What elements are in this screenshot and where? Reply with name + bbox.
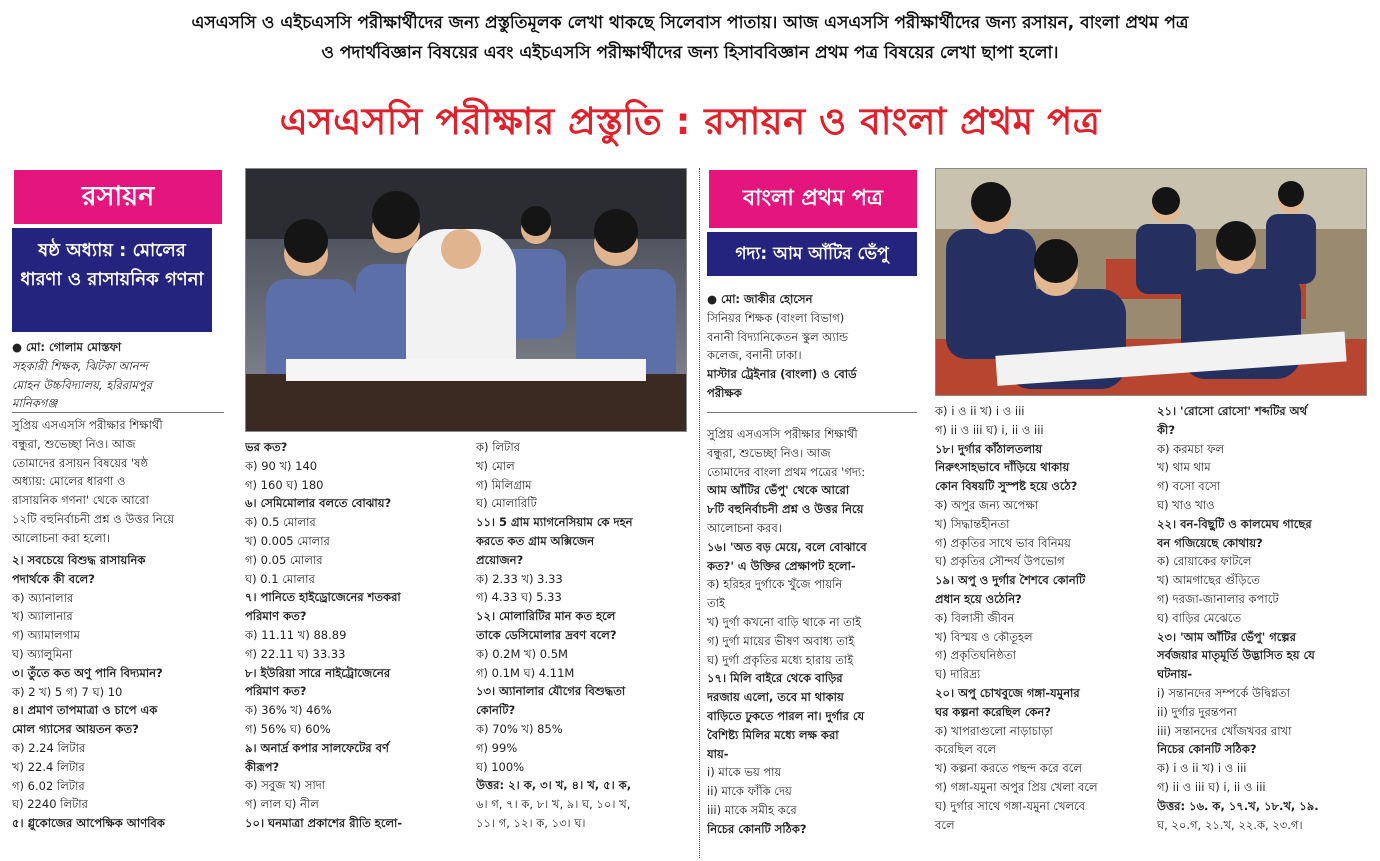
question-line: ক) খাপরাগুলো নাড়াচাড়া — [935, 723, 1053, 738]
column-separator — [699, 168, 700, 858]
question-line: ii) মাকে ফাঁকি দেয় — [707, 784, 792, 799]
bangla-subject-box: বাংলা প্রথম পত্র — [707, 168, 919, 230]
question-line: প্রধান হয়ে ওঠেনি? — [935, 591, 1022, 606]
author-info-line: কলেজ, বনানী ঢাকা। — [707, 348, 802, 363]
question-line: আলোচনা করব। — [707, 520, 782, 535]
question-line: ঘ) অ্যালুমিনা — [12, 646, 73, 661]
author-info-line: মানিকগঞ্জ — [12, 396, 58, 411]
question-line: নিরুৎসাহভাবে দাঁড়িয়ে থাকায় — [935, 460, 1070, 475]
question-line: ক) রোয়াকের ফাটলে — [1157, 554, 1252, 569]
question-line: গ) প্রকৃতির সাথে ভাব বিনিময় — [935, 535, 1071, 550]
chem-subject-box: রসায়ন — [12, 168, 224, 226]
question-line: গ) 99% — [476, 740, 518, 755]
question-line: তাই — [707, 596, 725, 611]
question-line: খ) থাম থাম — [1157, 460, 1211, 475]
question-line: উত্তর: ১৬. ক, ১৭.খ, ১৮.খ, ১৯. — [1157, 798, 1319, 813]
question-line: উত্তর: ২। ক, ৩। খ, ৪। খ, ৫। ক, — [476, 778, 632, 793]
question-line: প্রয়োজন? — [476, 552, 524, 567]
question-line: মোল গ্যাসের আয়তন কত? — [12, 722, 139, 737]
exam-hall-illustration-1 — [246, 169, 686, 431]
question-line: গ) গঙ্গা-যমুনা অপুর প্রিয় খেলা বলে — [935, 779, 1098, 794]
intro-line: রাসায়নিক গণনা' থেকে আরো — [12, 493, 149, 508]
question-line: ক) 2.24 লিটার — [12, 740, 86, 755]
question-line: কত?' এ উক্তির প্রেক্ষাপট হলো- — [707, 558, 856, 573]
question-line: ৫। গ্লুকোজের আপেক্ষিক আণবিক — [12, 816, 165, 831]
question-line: ক) 0.2M খ) 0.5M — [476, 646, 568, 661]
question-line: বলে — [935, 817, 955, 832]
question-line: গ) মিলিগ্রাম — [476, 477, 532, 492]
exam-hall-illustration-2 — [936, 169, 1366, 395]
question-line: গ) 6.02 লিটার — [12, 778, 85, 793]
question-line: গ) 0.1M ঘ) 4.11M — [476, 665, 575, 680]
bangla-trainer-info — [707, 365, 919, 403]
question-line: i) সন্তানদের সম্পর্কে উদ্বিগ্নতা — [1157, 685, 1290, 700]
intro-line: সুপ্রিয় এসএসসি পরীক্ষার শিক্ষার্থী — [12, 418, 163, 432]
question-line: ৪। প্রমাণ তাপমাত্রা ও চাপে এক — [12, 703, 158, 718]
question-line: পদার্থকে কী বলে? — [12, 571, 95, 586]
question-line: ১১। 5 গ্রাম ম্যাগনেসিয়াম কে দহন — [476, 515, 633, 530]
question-line: পরিমাণ কত? — [245, 609, 307, 624]
question-line: ক) 11.11 খ) 88.89 — [245, 627, 347, 642]
question-line: ২। সবচেয়ে বিশুদ্ধ রাসায়নিক — [12, 553, 146, 567]
question-line: ১৭। মিলি বাইরে থেকে বাড়ির — [707, 671, 843, 686]
intro-line: অধ্যায়: মোলের ধারণা ও — [12, 474, 126, 489]
question-line: ৬। গ, ৭। ক, ৮। খ, ৯। ঘ, ১০। খ, — [476, 797, 631, 812]
trainer-line: পরীক্ষক — [707, 385, 742, 400]
question-line: ঘ) 100% — [476, 759, 525, 774]
question-line: গ) 160 ঘ) 180 — [245, 477, 324, 492]
question-line: বন গজিয়েছে কোথায়? — [1157, 535, 1263, 550]
intro-line: তোমাদের রসায়ন বিষয়ের 'ষষ্ঠ — [12, 455, 148, 470]
question-line: ২৩। 'আম আঁটির ভেঁপু' গল্পের — [1157, 629, 1296, 644]
question-line: গ) বসো বসো — [1157, 479, 1221, 494]
question-line: ক) 0.5 মোলার — [245, 515, 316, 530]
question-line: খ) দুর্গা কখনো বাড়ি থাকে না তাই — [707, 614, 862, 629]
bangla-author-name: ● মো: জাকীর হোসেন — [707, 292, 813, 306]
question-line: গ) 4.33 ঘ) 5.33 — [476, 590, 562, 605]
bangla-author-block — [707, 290, 919, 403]
bangla-column-1 — [707, 425, 921, 839]
divider — [12, 412, 224, 413]
question-line: খ) 0.005 মোলার — [245, 533, 330, 548]
question-line: ঘ) দুর্গার সাথে গঙ্গা-যমুনা খেলবে — [935, 798, 1086, 813]
question-line: ৬। সেমিমোলার বলতে বোঝায়? — [245, 496, 392, 511]
question-line: খ) কল্পনা করতে পছন্দ করে বলে — [935, 761, 1082, 776]
question-line: কোন বিষয়টি সুস্পষ্ট হয়ে ওঠে? — [935, 479, 1078, 494]
question-line: ক) 90 খ) 140 — [245, 458, 318, 473]
question-line: কোনটি? — [476, 703, 516, 718]
question-line: গ) দরজা-জানালার কপাটে — [1157, 591, 1279, 606]
question-line: ঘ, ২০.গ, ২১.খ, ২২.ক, ২৩.গ। — [1157, 817, 1303, 832]
question-line: ক) সবুজ খ) সাদা — [245, 778, 326, 793]
question-line: ঘ) প্রকৃতির সৌন্দর্য উপভোগ — [935, 554, 1065, 569]
question-line: খ) 22.4 লিটার — [12, 759, 85, 774]
question-line: করেছিল বলে — [935, 742, 997, 757]
question-line: গ) লাল ঘ) নীল — [245, 797, 319, 812]
question-line: ৮। ইউরিয়া সারে নাইট্রোজেনের — [245, 665, 391, 680]
question-line: নিচের কোনটি সঠিক? — [1157, 742, 1257, 757]
chem-author-info — [12, 357, 224, 413]
question-line: ১৩। অ্যানালার যৌগের বিশুদ্ধতা — [476, 684, 626, 699]
author-info-line: সিনিয়র শিক্ষক (বাংলা বিভাগ) — [707, 310, 845, 325]
question-line: খ) মোল — [476, 458, 515, 473]
question-line: ১৮। দুর্গার কাঁঠালতলায় — [935, 441, 1043, 456]
question-line: সুপ্রিয় এসএসসি পরীক্ষার শিক্ষার্থী — [707, 427, 858, 441]
question-line: তোমাদের বাংলা প্রথম পত্রের 'গদ্য: — [707, 464, 866, 479]
question-line: ক) i ও ii খ) i ও iii — [1157, 761, 1247, 776]
question-line: ক) 2.33 খ) 3.33 — [476, 571, 563, 586]
question-line: ১০। ঘনমাত্রা প্রকাশের রীতি হলো- — [245, 815, 403, 830]
question-line: বাড়িতে ঢুকতে পারল না। দুর্গার যে — [707, 708, 865, 723]
bangla-column-2 — [935, 402, 1151, 834]
question-line: ক) লিটার — [476, 440, 520, 454]
exam-hall-photo-1 — [245, 168, 687, 432]
chem-column-3 — [476, 438, 690, 833]
question-line: দরজায় এলো, তবে মা থাকায় — [707, 690, 844, 705]
question-line: ক) 70% খ) 85% — [476, 721, 563, 736]
intro-line-2: ও পদার্থবিজ্ঞান বিষয়ের এবং এইচএসসি পরীক্ষার্থীদের জন্য হিসাববিজ্ঞান প্রথম পত্র বিষয়ের লেখা ছাপা হলো। — [321, 43, 1059, 63]
question-line: করতে কত গ্রাম অক্সিজেন — [476, 533, 595, 548]
question-line: ক) 2 খ) 5 গ) 7 ঘ) 10 — [12, 684, 123, 699]
question-line: পরিমাণ কত? — [245, 684, 307, 699]
question-line: বন্ধুরা, শুভেচ্ছা নিও। আজ — [707, 445, 831, 460]
question-line: গ) প্রকৃতিঘনিষ্ঠতা — [935, 648, 1016, 663]
intro-line: ১২টি বহুনির্বাচনী প্রশ্ন ও উত্তর নিয়ে — [12, 511, 175, 526]
bangla-column-3 — [1157, 402, 1369, 834]
question-line: ক) অ্যানালার — [12, 590, 74, 605]
intro-line: আলোচনা করা হলো। — [12, 530, 111, 545]
chem-column-2 — [245, 438, 467, 833]
question-line: খ) বিস্ময় ও কৌতূহল — [935, 629, 1033, 644]
question-line: ঘটনায়- — [1157, 667, 1193, 682]
question-line: গ) দুর্গা মায়ের ভীষণ অবাধ্য তাই — [707, 633, 855, 648]
question-line: ii) দুর্গার দুরন্তপনা — [1157, 704, 1237, 719]
question-line: বৈশিষ্ট্য মিলির মধ্যে লক্ষ করা — [707, 727, 839, 742]
question-line: গ) ii ও iii ঘ) i, ii ও iii — [1157, 779, 1266, 794]
question-line: ঘ) 0.1 মোলার — [245, 571, 315, 586]
author-info-line: বনানী বিদ্যানিকেতন স্কুল অ্যান্ড — [707, 329, 849, 344]
question-line: ঘ) বাড়ির মেঝেতে — [1157, 610, 1242, 625]
question-line: ১৬। 'অত বড় মেয়ে, বলে বোঝাবে — [707, 539, 867, 554]
chem-author-name: ● মো: গোলাম মোস্তফা — [12, 340, 122, 354]
trainer-line: মাস্টার ট্রেইনার (বাংলা) ও বোর্ড — [707, 367, 857, 382]
question-line: ঘ) মোলারিটি — [476, 496, 537, 511]
question-line: তাকে ডেসিমোলার দ্রবণ বলে? — [476, 627, 617, 642]
question-line: ১১। গ, ১২। ক, ১৩। ঘ। — [476, 815, 586, 830]
question-line: সর্বজয়ার মাতৃমূর্তি উদ্ভাসিত হয় যে — [1157, 648, 1315, 663]
question-line: ৯। অনার্দ্র কপার সালফেটের বর্ণ — [245, 740, 389, 755]
question-line: যায়- — [707, 746, 729, 761]
bangla-chapter-box: গদ্য: আম আঁটির ভেঁপু — [707, 232, 917, 276]
question-line: খ) অ্যালানার — [12, 609, 73, 624]
question-line: ঘর কল্পনা করেছিল কেন? — [935, 704, 1051, 719]
question-line: গ) ii ও iii ঘ) i, ii ও iii — [935, 422, 1044, 437]
question-line: ১২। মোলারিটির মান কত হলে — [476, 609, 616, 624]
intro-banner — [30, 8, 1350, 68]
question-line: ৩। তুঁতে কত অণু পানি বিদ্যমান? — [12, 665, 163, 680]
bangla-author-info — [707, 309, 919, 365]
question-line: ক) 36% খ) 46% — [245, 703, 332, 718]
question-line: ২২। বন-বিছুটি ও কালমেঘ গাছের — [1157, 516, 1312, 531]
question-line: ক) হরিহর দুর্গাকে খুঁজে পায়নি — [707, 577, 843, 592]
question-line: ঘ) খাও খাও — [1157, 497, 1215, 512]
chem-column-1 — [12, 551, 226, 833]
question-line: ১৯। অপু ও দুর্গার শৈশবে কোনটি — [935, 573, 1086, 588]
chem-intro-text — [12, 416, 224, 548]
author-info-line: সহকারী শিক্ষক, ঝিটকা আনন্দ — [12, 358, 148, 373]
question-line: ক) অপুর জন্য অপেক্ষা — [935, 497, 1039, 512]
question-line: খ) আমগাছের গুঁড়িতে — [1157, 573, 1260, 588]
question-line: কী? — [1157, 422, 1176, 437]
intro-line-1: এসএসসি ও এইচএসসি পরীক্ষার্থীদের জন্য প্রস্তুতিমূলক লেখা থাকছে সিলেবাস পাতায়। আজ এসএসসি পরীক্ষার্থীদের জন্য রসায়ন, বাংলা প্রথম পত্র — [191, 13, 1189, 33]
question-line: গ) অ্যামালগাম — [12, 628, 80, 643]
chem-chapter-box: ষষ্ঠ অধ্যায় : মোলের ধারণা ও রাসায়নিক গণনা — [12, 228, 212, 332]
question-line: ২০। অপু চোখবুজে গঙ্গা-যমুনার — [935, 685, 1080, 700]
question-line: গ) 0.05 মোলার — [245, 552, 323, 567]
question-line: ৭। পানিতে হাইড্রোজেনের শতকরা — [245, 590, 401, 605]
question-line: ঘ) দুর্গা প্রকৃতির মধ্যে হারায় তাই — [707, 652, 854, 667]
question-line: iii) সন্তানদের খোঁজখবর রাখা — [1157, 723, 1292, 738]
question-line: নিচের কোনটি সঠিক? — [707, 821, 807, 836]
intro-line: বন্ধুরা, শুভেচ্ছা নিও। আজ — [12, 436, 136, 451]
question-line: ঘ) 2240 লিটার — [12, 797, 88, 812]
question-line: ক) করমচা ফল — [1157, 441, 1225, 456]
exam-hall-photo-2 — [935, 168, 1367, 396]
question-line: ক) i ও ii খ) i ও iii — [935, 404, 1025, 418]
headline: এসএসসি পরীক্ষার প্রস্তুতি : রসায়ন ও বাংলা প্রথম পত্র — [279, 100, 1101, 143]
question-line: ভর কত? — [245, 440, 288, 454]
question-line: ক) বিলাসী জীবন — [935, 610, 1015, 625]
question-line: iii) মাকে সমীহ করে — [707, 802, 797, 817]
question-line: গ) 56% ঘ) 60% — [245, 721, 331, 736]
divider — [707, 412, 917, 413]
chem-author-block — [12, 338, 224, 413]
question-line: ৮টি বহুনির্বাচনী প্রশ্ন ও উত্তর নিয়ে — [707, 502, 864, 517]
question-line: আম আঁটির ভেঁপু' থেকে আরো — [707, 483, 850, 498]
question-line: গ) 22.11 ঘ) 33.33 — [245, 646, 346, 661]
question-line: ঘ) দারিদ্র্য — [935, 667, 981, 682]
author-info-line: মোহন উচ্চবিদ্যালয়, হরিরামপুর — [12, 377, 153, 392]
question-line: খ) সিদ্ধান্তহীনতা — [935, 516, 1010, 531]
question-line: ২১। 'রোসো রোসো' শব্দটির অর্থ — [1157, 404, 1308, 418]
question-line: কীরূপ? — [245, 759, 280, 774]
question-line: i) মাকে ভয় পায় — [707, 765, 782, 780]
